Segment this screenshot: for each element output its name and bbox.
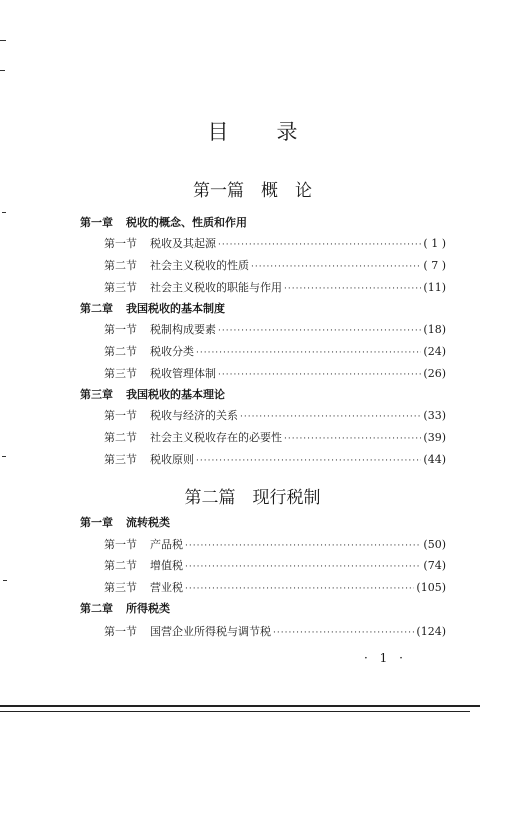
page-ref: (50) [423,538,446,551]
section-title: 增值税 [150,559,183,572]
section-title: 税收管理体制 [150,367,216,380]
chapter-title: 税收的概念、性质和作用 [126,216,247,229]
scan-mark [0,40,6,41]
page-ref: (44) [423,453,446,466]
leader-dots [218,326,421,336]
chapter-title: 我国税收的基本理论 [126,388,225,401]
section-number: 第一节 [104,409,137,422]
page-ref: (26) [423,367,446,380]
section-title: 税制构成要素 [150,323,216,336]
leader-dots [185,584,414,594]
page-ref: (124) [416,625,446,638]
section-number: 第一节 [104,237,137,250]
leader-dots [273,628,414,638]
toc-entry[interactable] [104,279,446,295]
toc-entry[interactable] [104,623,446,639]
section-number: 第二节 [104,345,137,358]
toc-entry[interactable] [104,321,446,337]
page-ref: (39) [423,431,446,444]
leader-dots [251,262,421,272]
section-title: 国营企业所得税与调节税 [150,625,271,638]
leader-dots [185,541,421,551]
section-title: 社会主义税收的职能与作用 [150,281,282,294]
leader-dots [196,348,421,358]
leader-dots [196,456,421,466]
leader-dots [218,370,421,380]
scan-mark [2,456,6,457]
toc-entry[interactable] [104,429,446,445]
page-number: · 1 · [364,651,407,665]
page-ref: (18) [423,323,446,336]
section-number: 第一节 [104,625,137,638]
toc-entry[interactable] [104,343,446,359]
chapter-number: 第二章 [80,302,113,315]
chapter-number: 第一章 [80,216,113,229]
chapter-number: 第三章 [80,388,113,401]
page-title: 目录 [207,120,346,144]
chapter-title: 我国税收的基本制度 [126,302,225,315]
page-ref: (33) [423,409,446,422]
toc-entry[interactable] [104,407,446,423]
toc-entry[interactable] [104,365,446,381]
section-title: 社会主义税收存在的必要性 [150,431,282,444]
leader-dots [240,412,421,422]
toc-entry[interactable] [104,557,446,573]
section-number: 第三节 [104,581,137,594]
toc-entry[interactable] [104,451,446,467]
chapter-heading [80,600,170,616]
chapter-number: 第一章 [80,516,113,529]
toc-entry[interactable] [104,536,446,552]
section-number: 第二节 [104,259,137,272]
chapter-heading [80,386,225,402]
part-title: 第二篇 现行税制 [184,488,321,508]
page-ref: ( 7 ) [423,259,446,272]
chapter-heading [80,300,225,316]
page-ref: (74) [423,559,446,572]
toc-entry[interactable] [104,579,446,595]
scan-mark [2,212,6,213]
chapter-heading [80,214,247,230]
section-number: 第三节 [104,453,137,466]
section-number: 第二节 [104,431,137,444]
section-number: 第二节 [104,559,137,572]
part-title: 第一篇 概 论 [193,181,312,201]
section-title: 税收分类 [150,345,194,358]
section-number: 第三节 [104,367,137,380]
leader-dots [218,240,421,250]
chapter-heading [80,514,170,530]
section-title: 税收原则 [150,453,194,466]
scan-mark [0,70,5,71]
chapter-title: 流转税类 [126,516,170,529]
leader-dots [185,562,421,572]
section-number: 第一节 [104,323,137,336]
bottom-rule-thin [0,711,470,712]
toc-entry[interactable] [104,257,446,273]
page-ref: (24) [423,345,446,358]
chapter-title: 所得税类 [126,602,170,615]
chapter-number: 第二章 [80,602,113,615]
section-number: 第一节 [104,538,137,551]
section-title: 社会主义税收的性质 [150,259,249,272]
bottom-rule [0,705,480,707]
section-title: 税收与经济的关系 [150,409,238,422]
leader-dots [284,434,421,444]
section-title: 产品税 [150,538,183,551]
scan-mark [3,580,7,581]
section-title: 营业税 [150,581,183,594]
toc-entry[interactable] [104,235,446,251]
leader-dots [284,284,421,294]
page-ref: ( 1 ) [423,237,446,250]
section-title: 税收及其起源 [150,237,216,250]
page-ref: (11) [423,281,446,294]
page-ref: (105) [416,581,446,594]
section-number: 第三节 [104,281,137,294]
